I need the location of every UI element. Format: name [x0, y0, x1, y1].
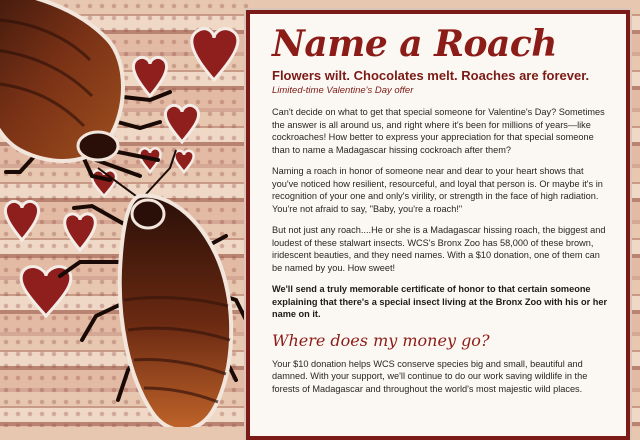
cockroach-illustration: [60, 150, 246, 427]
species-paragraph: But not just any roach....He or she is a Madagascar hissing roach, the biggest and loudest of these stalwart insects. WCS's Bronx Zoo has 58,000 of these brown, iridescent beauties, and they need names. With a $10 donation, one of them can be named by you. How sweet!: [272, 225, 606, 273]
offer-subtitle: Limited-time Valentine's Day offer: [272, 85, 414, 96]
intro-paragraph: Can't decide on what to get that special someone for Valentine's Day? Sometimes the answer is all around us, and right where it's been for millions of years—like cockroaches! How better to express your appreciation for that special someone than to name a Madagascar hissing cockroach after them?: [272, 107, 605, 155]
heart-icon: [192, 29, 238, 80]
money-paragraph: Your $10 donation helps WCS conserve species big and small, beautiful and damned. With your support, we'll continue to do our work saving wildlife in the forests of Madagascar and throughout the world's most majestic wild places.: [272, 358, 588, 394]
heart-icon: [165, 105, 198, 142]
page-title: Name a Roach: [272, 23, 557, 65]
heart-icon: [5, 201, 38, 240]
heart-icon: [174, 151, 193, 172]
content-panel: [246, 10, 630, 440]
honor-paragraph: Naming a roach in honor of someone near and dear to your heart shows that you've noticed how resilient, resourceful, and loyal that person is. Or maybe it's in recognition of your one and only's virility, or strength in the face of high radiation. You're not afraid to say, "Baby, you're a roach!": [272, 166, 603, 214]
section-heading: Where does my money go?: [272, 330, 490, 350]
heart-icon: [92, 170, 116, 196]
tagline: Flowers wilt. Chocolates melt. Roaches are forever.: [272, 68, 590, 83]
heart-icon: [133, 57, 166, 96]
certificate-paragraph: We'll send a truly memorable certificate of honor to that certain someone explaining that there's a special insect living at the Bronx Zoo with his or her name on it.: [272, 284, 608, 319]
heart-icon: [65, 214, 96, 250]
valentine-artwork: [0, 0, 250, 427]
